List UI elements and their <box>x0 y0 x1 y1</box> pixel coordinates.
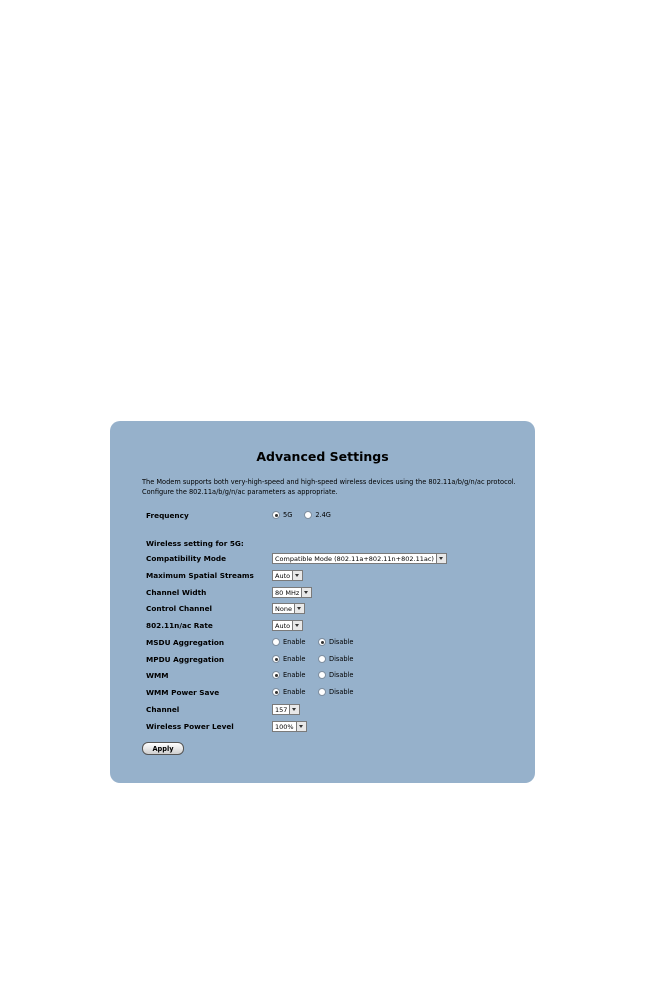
channel-value: 157 <box>275 705 288 714</box>
description-text: The Modem supports both very-high-speed and high-speed wireless devices using the 802.11a/b/g/n/ac protocol. Configure the 802.11a/b/g/n/ac parameters as appropriate. <box>142 478 516 496</box>
frequency-row <box>146 508 272 522</box>
mpdu-row <box>146 652 272 666</box>
msdu-label: MSDU Aggregation <box>146 637 225 647</box>
chevron-down-icon <box>292 621 302 630</box>
frequency-5g-label: 5G <box>283 511 293 519</box>
streams-row <box>146 568 272 582</box>
frequency-control <box>272 511 343 519</box>
wmm-label: WMM <box>146 670 169 680</box>
radio-selected-icon <box>272 671 280 679</box>
chevron-down-icon <box>436 554 446 563</box>
msdu-enable-label: Enable <box>283 638 306 646</box>
control-control <box>272 603 305 614</box>
compat-select[interactable] <box>272 553 447 564</box>
width-row <box>146 585 272 599</box>
msdu-disable-label: Disable <box>329 638 354 646</box>
compat-label: Compatibility Mode <box>146 553 227 563</box>
radio-unselected-icon <box>272 638 280 646</box>
advanced-settings-panel <box>110 421 535 783</box>
power-control <box>272 721 307 732</box>
radio-selected-icon <box>272 688 280 696</box>
wmm-control <box>272 671 365 679</box>
wmm-disable-radio[interactable] <box>318 671 353 679</box>
power-label: Wireless Power Level <box>146 721 234 731</box>
frequency-24g-label: 2.4G <box>315 511 331 519</box>
streams-value: Auto <box>275 571 291 580</box>
control-row <box>146 601 272 615</box>
radio-unselected-icon <box>318 671 326 679</box>
msdu-enable-radio[interactable] <box>272 638 306 646</box>
wmm-row <box>146 668 272 682</box>
power-row <box>146 719 272 733</box>
wmmps-control <box>272 688 365 696</box>
radio-unselected-icon <box>318 655 326 663</box>
streams-select[interactable] <box>272 570 303 581</box>
wmmps-enable-label: Enable <box>283 688 306 696</box>
width-label: Channel Width <box>146 587 207 597</box>
mpdu-disable-label: Disable <box>329 655 354 663</box>
rate-control <box>272 620 303 631</box>
width-select[interactable] <box>272 587 312 598</box>
wmmps-disable-radio[interactable] <box>318 688 353 696</box>
wmmps-enable-radio[interactable] <box>272 688 306 696</box>
control-value: None <box>275 604 292 613</box>
chevron-down-icon <box>289 705 299 714</box>
msdu-disable-radio[interactable] <box>318 638 353 646</box>
msdu-row <box>146 635 272 649</box>
channel-row <box>146 702 272 716</box>
width-value: 80 MHz <box>275 588 300 597</box>
channel-control <box>272 704 300 715</box>
radio-selected-icon <box>272 511 280 519</box>
power-select[interactable] <box>272 721 307 732</box>
radio-selected-icon <box>272 655 280 663</box>
power-value: 100% <box>275 722 294 731</box>
rate-select[interactable] <box>272 620 303 631</box>
control-select[interactable] <box>272 603 305 614</box>
radio-unselected-icon <box>304 511 312 519</box>
wmm-disable-label: Disable <box>329 671 354 679</box>
wmm-enable-radio[interactable] <box>272 671 306 679</box>
control-label: Control Channel <box>146 603 213 613</box>
frequency-24g-radio[interactable] <box>304 511 331 519</box>
chevron-down-icon <box>296 722 306 731</box>
compat-row <box>146 551 272 565</box>
mpdu-disable-radio[interactable] <box>318 655 353 663</box>
compat-value: Compatible Mode (802.11a+802.11n+802.11ac) <box>275 554 434 563</box>
msdu-control <box>272 638 365 646</box>
mpdu-enable-radio[interactable] <box>272 655 306 663</box>
mpdu-enable-label: Enable <box>283 655 306 663</box>
channel-label: Channel <box>146 704 180 714</box>
wmm-enable-label: Enable <box>283 671 306 679</box>
wmmps-label: WMM Power Save <box>146 687 220 697</box>
mpdu-control <box>272 655 365 663</box>
rate-row <box>146 618 272 632</box>
rate-label: 802.11n/ac Rate <box>146 620 213 630</box>
section-label: Wireless setting for 5G: <box>146 539 244 548</box>
wmmps-disable-label: Disable <box>329 688 354 696</box>
compat-control <box>272 553 447 564</box>
width-control <box>272 587 312 598</box>
frequency-5g-radio[interactable] <box>272 511 292 519</box>
channel-select[interactable] <box>272 704 300 715</box>
streams-control <box>272 570 303 581</box>
chevron-down-icon <box>294 604 304 613</box>
page-title: Advanced Settings <box>256 449 389 464</box>
chevron-down-icon <box>301 588 311 597</box>
mpdu-label: MPDU Aggregation <box>146 654 225 664</box>
apply-button[interactable]: Apply <box>142 742 184 755</box>
wmmps-row <box>146 685 272 699</box>
chevron-down-icon <box>292 571 302 580</box>
radio-selected-icon <box>318 638 326 646</box>
rate-value: Auto <box>275 621 291 630</box>
radio-unselected-icon <box>318 688 326 696</box>
frequency-label: Frequency <box>146 510 189 520</box>
streams-label: Maximum Spatial Streams <box>146 570 254 580</box>
